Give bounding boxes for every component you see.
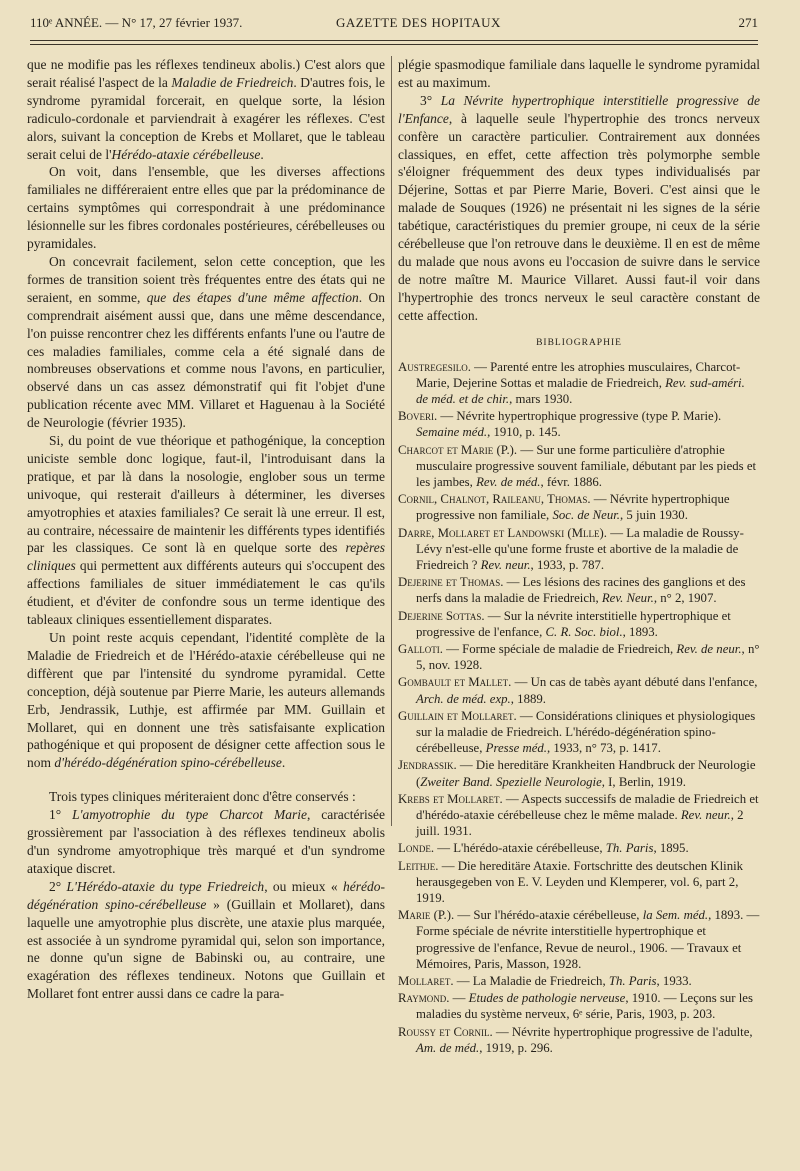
list-item: 1° L'amyotrophie du type Charcot Marie, caractérisée grossièrement par l'association à des réflexes tendineux abolis d'un syndrome amyotrophique très marqué et d'un syndrome ataxique discret. — [27, 807, 385, 876]
left-column — [27, 56, 385, 1003]
bibliography-entry: Charcot et Marie (P.). — Sur une forme particulière d'atrophie musculaire progressive souvent familiale, débutant par les pieds et les jambes, Rev. de méd., févr. 1886. — [398, 442, 757, 489]
paragraph: Si, du point de vue théorique et pathogénique, la conception uniciste semble donc logique, faut-il, l'introduisant dans la pratique, et par là dans la nosologie, englober sous un terme univoque, qui resterait d'ailleurs à déterminer, les diverses amyotrophies et ataxies familiales? Ce serait là une erreur. Il est, au contraire, nécessaire de maintenir les différents types identifiés par les classiques. Ce sont là en quelque sorte des repères cliniques qui permettent aux différents auteurs qui s'occupent des affections familiales de situer immédiatement le cas qu'ils étudient, et d'éviter de confondre sous un terme identique des tableaux cliniques essentiellement disparates. — [27, 433, 385, 628]
header-rule-secondary — [30, 44, 758, 45]
bibliography-list — [398, 359, 760, 1057]
bibliography-entry: Austregesilo. — Parenté entre les atrophies musculaires, Charcot-Marie, Dejerine Sottas et maladie de Friedreich, Rev. sud-améri. de méd. et de chir., mars 1930. — [398, 359, 745, 406]
bibliography-entry: Roussy et Cornil. — Névrite hypertrophique progressive de l'adulte, Am. de méd., 1919, p. 296. — [398, 1024, 753, 1055]
bibliography-entry: Dejerine Sottas. — Sur la névrite interstitielle hypertrophique et progressive de l'enfance, C. R. Soc. biol., 1893. — [398, 608, 731, 639]
bibliography-entry: Leithje. — Die hereditäre Ataxie. Fortschritte des deutschen Klinik herausgegeben von E. V. Leyden und Klemperer, vol. 6, part 2, 1919. — [398, 858, 744, 905]
paragraph: Un point reste acquis cependant, l'identité complète de la Maladie de Friedreich et de l'Hérédo-ataxie cérébelleuse qui ne diffèrent que par l'intensité du syndrome pyramidal. Cette conception, déjà soutenue par Pierre Marie, les auteurs allemands Erb, Jendrassik, Luthje, est affirmée par MM. Guillain et Mollaret, qui en donnent une très satisfaisante explication pathogénique et qui proposent de désigner cette affection sous le nom d'hérédo-dégénération spino-cérébelleuse. — [27, 630, 385, 771]
running-header — [30, 14, 758, 32]
bibliography-entry: Raymond. — Etudes de pathologie nerveuse, 1910. — Leçons sur les maladies du système nerveux, 6ᵉ série, Paris, 1903, p. 203. — [398, 991, 753, 1022]
paragraph: plégie spasmodique familiale dans laquelle le syndrome pyramidal est au maximum. — [398, 57, 760, 90]
bibliography-entry: Cornil, Chalnot, Raileanu, Thomas. — Névrite hypertrophique progressive non familiale, Soc. de Neur., 5 juin 1930. — [398, 492, 730, 523]
bibliography-entry: Galloti. — Forme spéciale de maladie de Friedreich, Rev. de neur., n° 5, nov. 1928. — [398, 641, 760, 673]
bibliography-entry: Dejerine et Thomas. — Les lésions des racines des ganglions et des nerfs dans la maladie de Friedreich, Rev. Neur., n° 2, 1907. — [398, 575, 746, 606]
column-divider — [391, 56, 392, 826]
bibliography-entry: Jendrassik. — Die hereditäre Krankheiten Handbruck der Neurologie (Zweiter Band. Spezielle Neurologie, I, Berlin, 1919. — [398, 758, 756, 789]
header-rule — [30, 40, 758, 41]
list-item: 2° L'Hérédo-ataxie du type Friedreich, ou mieux « hérédo-dégénération spino-cérébelleuse » (Guillain et Mollaret), dans laquelle une amyotrophie plus discrète, une ataxie plus marquée, est associée à un syndrome pyramidal qui, selon son importance, ne donne qu'un signe de Babinski ou, au contraire, une exagération des réflexes tendineux. Notons que Guillain et Mollaret font entrer aussi dans ce cadre la para- — [27, 878, 385, 1002]
paragraph: On concevrait facilement, selon cette conception, que les formes de transition soient très fréquentes entre des états qui ne seraient, en somme, que des étapes d'une même affection. On comprendrait aisément aussi que, dans une même descendance, l'on puisse rencontrer chez les différents enfants l'une ou l'autre de ces maladies familiales, comme cela a été signalé dans de nombreuses observations et comme nous l'avons, en particulier, observé dans un cas assez démonstratif qui fit l'objet d'une publication récente avec MM. Villaret et Haguenau à la Société de Neurologie (février 1935). — [27, 253, 386, 431]
bibliography-entry: Guillain et Mollaret. — Considérations cliniques et physiologiques sur la maladie de Friedreich. L'hérédo-dégénération spino-cérébelleuse, Presse méd., 1933, n° 73, p. 1417. — [398, 708, 756, 756]
bibliography-entry: Darre, Mollaret et Landowski (Mlle). — La maladie de Roussy-Lévy n'est-elle qu'une forme fruste et abortive de la maladie de Friedreich ? Rev. neur., 1933, p. 787. — [398, 525, 744, 572]
bibliography-entry: Marie (P.). — Sur l'hérédo-ataxie cérébelleuse, la Sem. méd., 1893. — Forme spéciale de névrite interstitielle hypertrophique et progressive de l'enfance, Revue de neurol., 1906. — Travaux et Mémoires, Paris, Masson, 1928. — [398, 908, 760, 971]
bibliography-entry: Londe. — L'hérédo-ataxie cérébelleuse, Th. Paris, 1895. — [398, 841, 689, 856]
bibliography-entry: Gombault et Mallet. — Un cas de tabès ayant débuté dans l'enfance, Arch. de méd. exp., 1889. — [398, 675, 758, 706]
journal-title: GAZETTE DES HOPITAUX — [336, 15, 501, 30]
bibliography-entry: Krebs et Mollaret. — Aspects successifs de maladie de Friedreich et d'hérédo-ataxie cérébelleuse chez le même malade. Rev. neur., 2 juill. 1931. — [398, 791, 759, 839]
paragraph: On voit, dans l'ensemble, que les diverses affections familiales ne différeraient entre elles que par la prédominance de certains symptômes qui correspondrait à une prédominance lésionnelle sur les fibres cordonales postérieures, cérébelleuses ou pyramidales. — [27, 164, 385, 252]
bibliography-heading: BIBLIOGRAPHIE — [536, 337, 622, 348]
paragraph: que ne modifie pas les réflexes tendineux abolis.) C'est alors que serait réalisé l'aspect de la Maladie de Friedreich. D'autres fois, le syndrome pyramidal forcerait, en quelque sorte, la lésion radiculo-cordonale et parviendrait à exagérer les réflexes. C'est alors, suivant la conception de Krebs et Mollaret, que le tableau serait celui de l'Hérédo-ataxie cérébelleuse. — [27, 57, 385, 162]
paragraph: Trois types cliniques mériteraient donc d'être conservés : — [49, 789, 356, 805]
issue-info: 110ᵉ ANNÉE. — N° 17, 27 février 1937. — [30, 15, 243, 30]
right-column — [398, 56, 760, 1057]
bibliography-entry: Mollaret. — La Maladie de Friedreich, Th. Paris, 1933. — [398, 974, 692, 989]
list-item: 3° La Névrite hypertrophique interstitielle progressive de l'Enfance, à laquelle seule l'hypertrophie des troncs nerveux confère un caractère particulier. Contrairement aux données classiques, en effet, cette affection très polymorphe semble s'éloigner fréquemment des deux types individualisés par Déjerine, Sottas et par Pierre Marie, Boveri. C'est ainsi que le malade de Souques (1926) ne présentait ni les signes de la série tabétique, caractéristiques du premier groupe, ni ceux de la série cérébelleuse que l'on retrouve dans le deuxième. Il en est de même du malade que nous avons eu l'occasion de suivre dans le service de notre maître M. Maurice Villaret. Aussi faut-il voir dans l'hypertrophie des troncs nerveux le seul caractère constant de cette affection. — [398, 92, 761, 323]
page-number: 271 — [738, 15, 758, 30]
bibliography-entry: Boveri. — Névrite hypertrophique progressive (type P. Marie). Semaine méd., 1910, p. 145. — [398, 409, 722, 440]
